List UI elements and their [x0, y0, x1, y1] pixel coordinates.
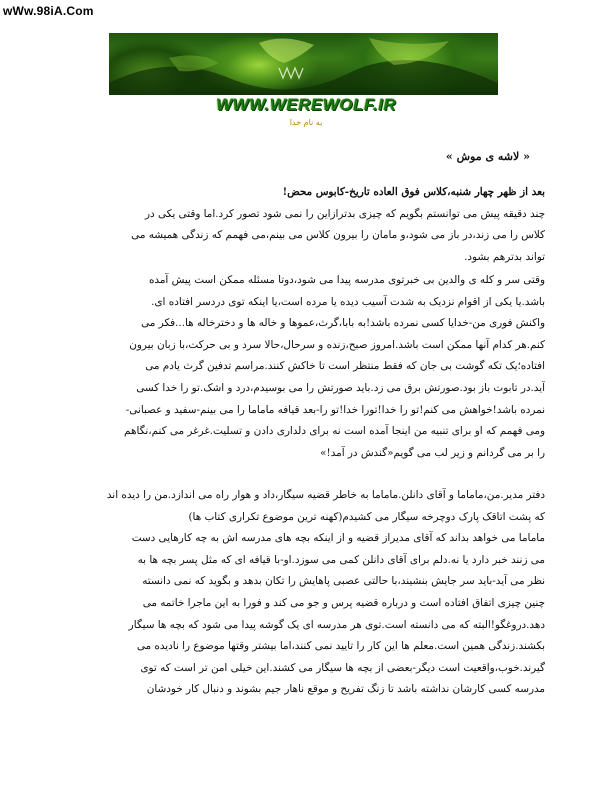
text-line: نمرده باشد!خواهش می کنم!تو را خدا!تورا خدا!تو را-بعد قیافه ماماما را می بینم-سفید و عصبانی-	[125, 403, 545, 416]
text-line: می زنند خبر دارد یا نه.دلم برای آقای دانلن کمی می سوزد.او-با قیافه ای که مثل پسر بچه ها به	[137, 553, 545, 566]
text-line: بکشند.زندگی همین است.معلم ها این کار را تایید نمی کنند،اما بیشتر وقتها موضوع را نادیده می	[136, 640, 545, 653]
text-line: نظر می آید-باید سر جایش بنشیند،با حالتی عصبی پاهایش را تکان بدهد و بگوید که نمی دانسته	[142, 575, 545, 588]
paragraph-2	[63, 270, 545, 464]
text-line: کنم.هر کدام آنها ممکن است باشد.امروز صبح،زنده و سرحال،حالا سرد و بی حرکت،با زبان بیرون	[129, 338, 545, 351]
site-logo-text: WWW.WEREWOLF.IR	[216, 95, 396, 114]
text-line: آید.در تابوت باز بود.صورتش برق می زد.باید صورتش را می بوسیدم،درد و اشک.تو را خدا کسی	[136, 381, 545, 394]
text-line: دهد.دروغگو!البته که می دانسته است.توی هر مدرسه ای یک گوشه پیدا می شود که بچه ها سیگار	[128, 618, 545, 631]
text-line: واکنش فوری من-خدایا کسی نمرده باشد!به بابا،گرث،عموها و خاله ها و دخترخاله ها...فکر می	[141, 317, 545, 330]
text-line: وقتی سر و کله ی والدین بی خبرتوی مدرسه پیدا می شود،دوتا مسئله ممکن است پیش آمده	[148, 274, 545, 286]
text-line: دفتر مدیر.من،ماماما و آقای دانلن.ماماما به خاطر قضیه سیگار،داد و هوار راه می اندازد.من را دیده اند	[106, 489, 545, 501]
paragraph-1	[63, 182, 545, 268]
story-title: « لاشه ی موش »	[445, 150, 530, 163]
text-line: ماماما می خواهد بداند که آقای مدیراز قضیه و از اینکه بچه های مدرسه اش به چه کارهایی دست	[131, 532, 545, 545]
text-line: تواند بدترهم بشود.	[464, 250, 545, 263]
text-line: را بر می گردانم و زیر لب می گویم«گندش در آمد!»	[320, 446, 545, 459]
werewolf-artwork	[109, 33, 498, 95]
paragraph-3	[63, 485, 545, 701]
text-line: گیرند.خوب،واقعیت است دیگر-بعضی از بچه ها سیگار می کشند.این خیلی امن تر است که توی	[140, 661, 545, 674]
text-line: که پشت اتاقک پارک دوچرخه سیگار می کشیدم(کهنه ترین موضوع تکراری کتاب ها)	[188, 510, 545, 523]
text-line: کلاس را می زند،در باز می شود،و مامان را بیرون کلاس می بینم،می فهمم که زندگی همیشه می	[131, 229, 545, 242]
text-line: باشد.یا یکی از اقوام نزدیک به شدت آسیب دیده یا مرده است،یا اینکه توی دردسر افتاده ای.	[151, 295, 545, 308]
text-line: بعد از ظهر چهار شنبه،کلاس فوق العاده تاریخ-کابوس محض!	[282, 186, 545, 198]
text-line: ومی فهمم که او برای تنبیه من اینجا آمده است نه برای دلداری دادن و تسلیت.غرغر می کنم،نگاهم	[124, 425, 545, 438]
text-line: چند دقیقه پیش می توانستم بگویم که چیزی بدترازاین را نمی شود تصور کرد.اما وقتی یکی در	[145, 207, 545, 220]
text-line: مدرسه کسی کارشان نداشته باشد تا زنگ تفریح و موقع ناهار جیم بشوند و دنبال کار خودشان	[146, 683, 545, 696]
text-line: افتاده؛یک تکه گوشت بی جان که فقط منتظر است تا خاکش کنند.مراسم تدفین گرث یادم می	[145, 360, 545, 373]
header-banner-image	[109, 33, 498, 95]
site-watermark: wWw.98iA.Com	[3, 4, 94, 18]
bismillah-caption: به نام خدا	[289, 118, 323, 127]
text-line: چنین چیزی اتفاق افتاده است و درباره قضیه پرس و جو می کند و فورا به این ماجرا خاتمه می	[142, 596, 545, 609]
